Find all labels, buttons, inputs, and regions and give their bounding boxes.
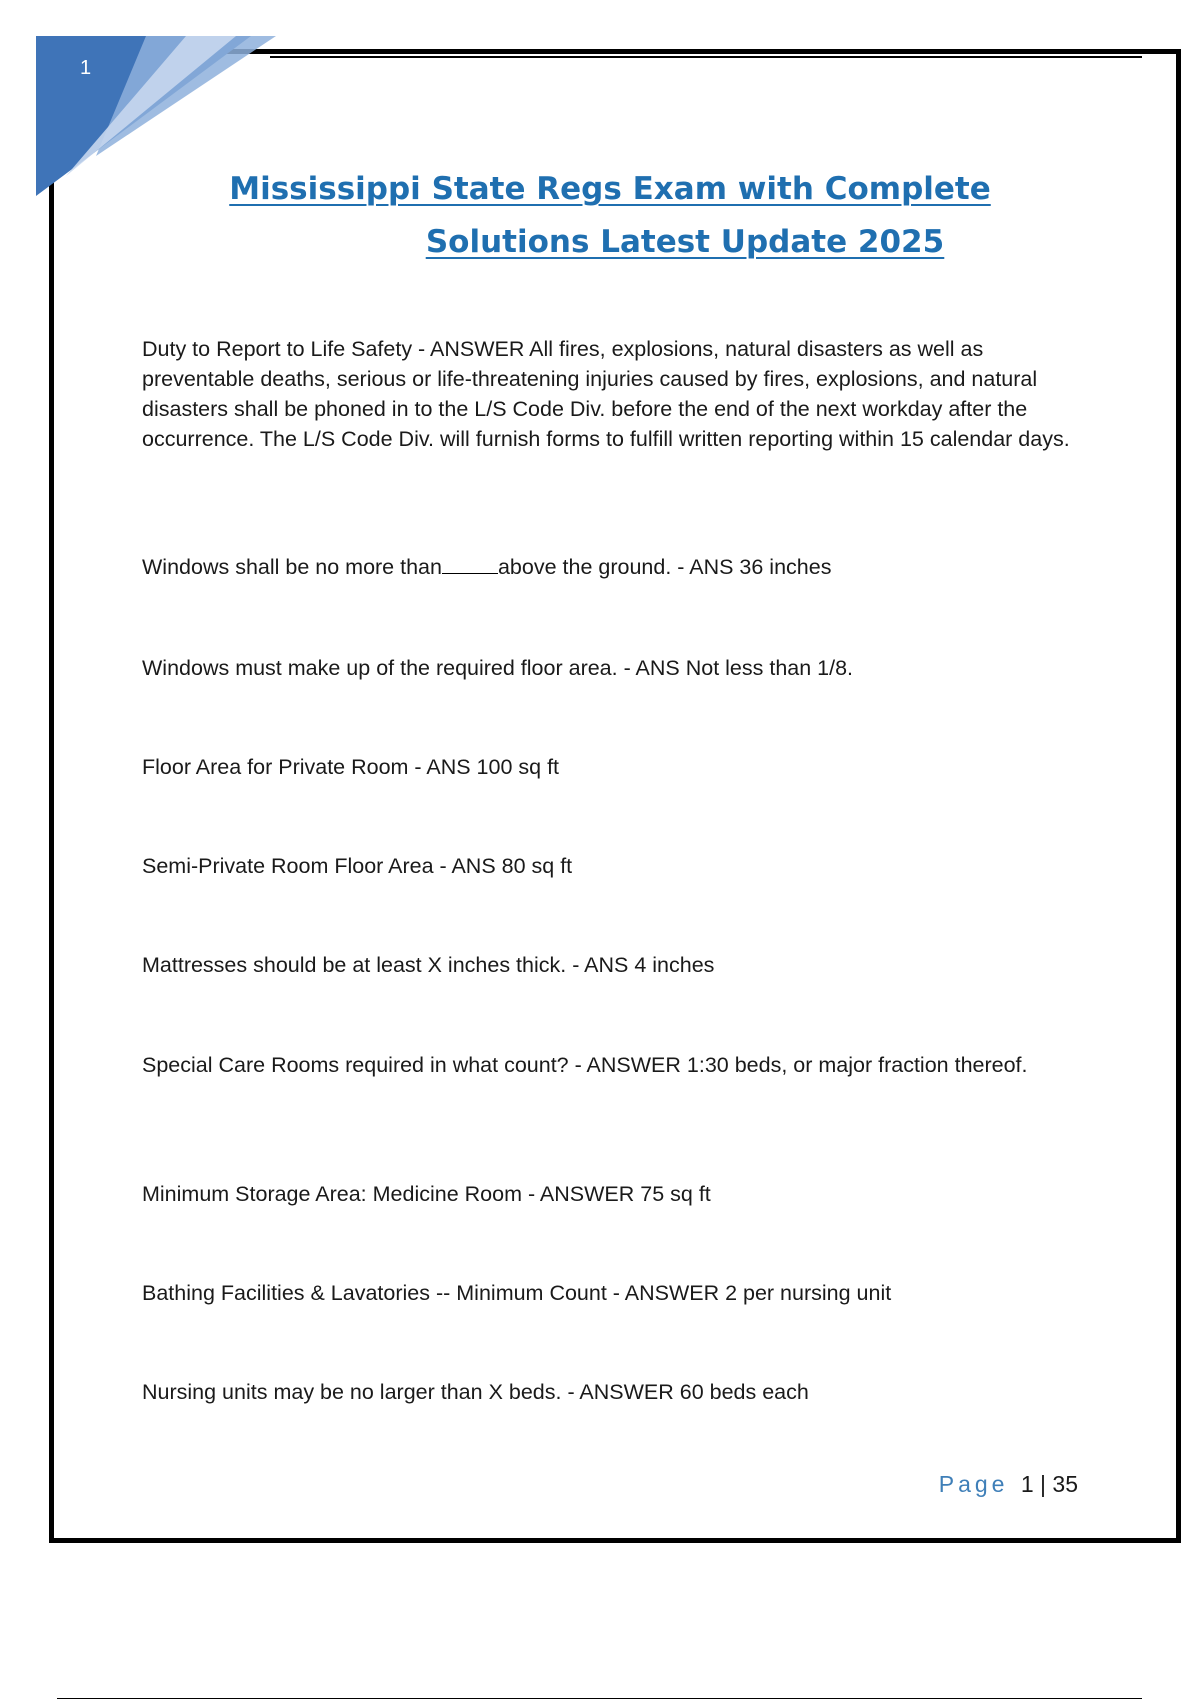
title-line-1: Mississippi State Regs Exam with Complete [229,171,991,207]
top-rule [270,56,1142,58]
fill-in-blank [442,553,498,574]
footer-current-page: 1 [1020,1471,1034,1497]
bottom-rule [57,1698,1142,1699]
document-title [160,163,1060,269]
footer-total-pages: 35 [1052,1471,1078,1497]
qa-item-windows-area: Windows must make up of the required floor area. - ANS Not less than 1/8. [142,656,854,680]
qa-item-nursing-units: Nursing units may be no larger than X beds. - ANSWER 60 beds each [142,1380,809,1404]
qa-item-bathing-facilities: Bathing Facilities & Lavatories -- Minimum Count - ANSWER 2 per nursing unit [142,1281,892,1305]
qa-item-private-room: Floor Area for Private Room - ANS 100 sq ft [142,755,560,779]
qa-item-mattresses: Mattresses should be at least X inches thick. - ANS 4 inches [142,953,715,977]
qa-item-semi-private-room: Semi-Private Room Floor Area - ANS 80 sq ft [142,854,573,878]
corner-page-number: 1 [80,57,92,79]
title-line-2 [160,216,1060,269]
page-footer [939,1471,1078,1498]
page-frame [49,49,1181,1543]
qa-item-special-care-rooms: Special Care Rooms required in what count? - ANSWER 1:30 beds, or major fraction thereof. [142,1053,1028,1077]
qa-item-duty-to-report: Duty to Report to Life Safety - ANSWER All fires, explosions, natural disasters as well as preventable deaths, serious or life-threatening injuries caused by fires, explosions, and natural disasters shall be phoned in to the L/S Code Div. before the end of the next workday after the occurrence. The L/S Code Div. will furnish forms to fulfill written reporting within 15 calendar days. [142,337,1070,451]
qa-windows-height-before: Windows shall be no more than [142,555,442,579]
footer-page-word: Page [938,1471,1009,1497]
qa-windows-height-after: above the ground. - ANS 36 inches [497,555,832,579]
title-line-2-text: Solutions Latest Update 2025 [425,224,945,260]
qa-item-windows-height [142,552,1092,582]
footer-separator: | [1040,1471,1047,1497]
qa-item-medicine-room: Minimum Storage Area: Medicine Room - ANSWER 75 sq ft [142,1182,711,1206]
